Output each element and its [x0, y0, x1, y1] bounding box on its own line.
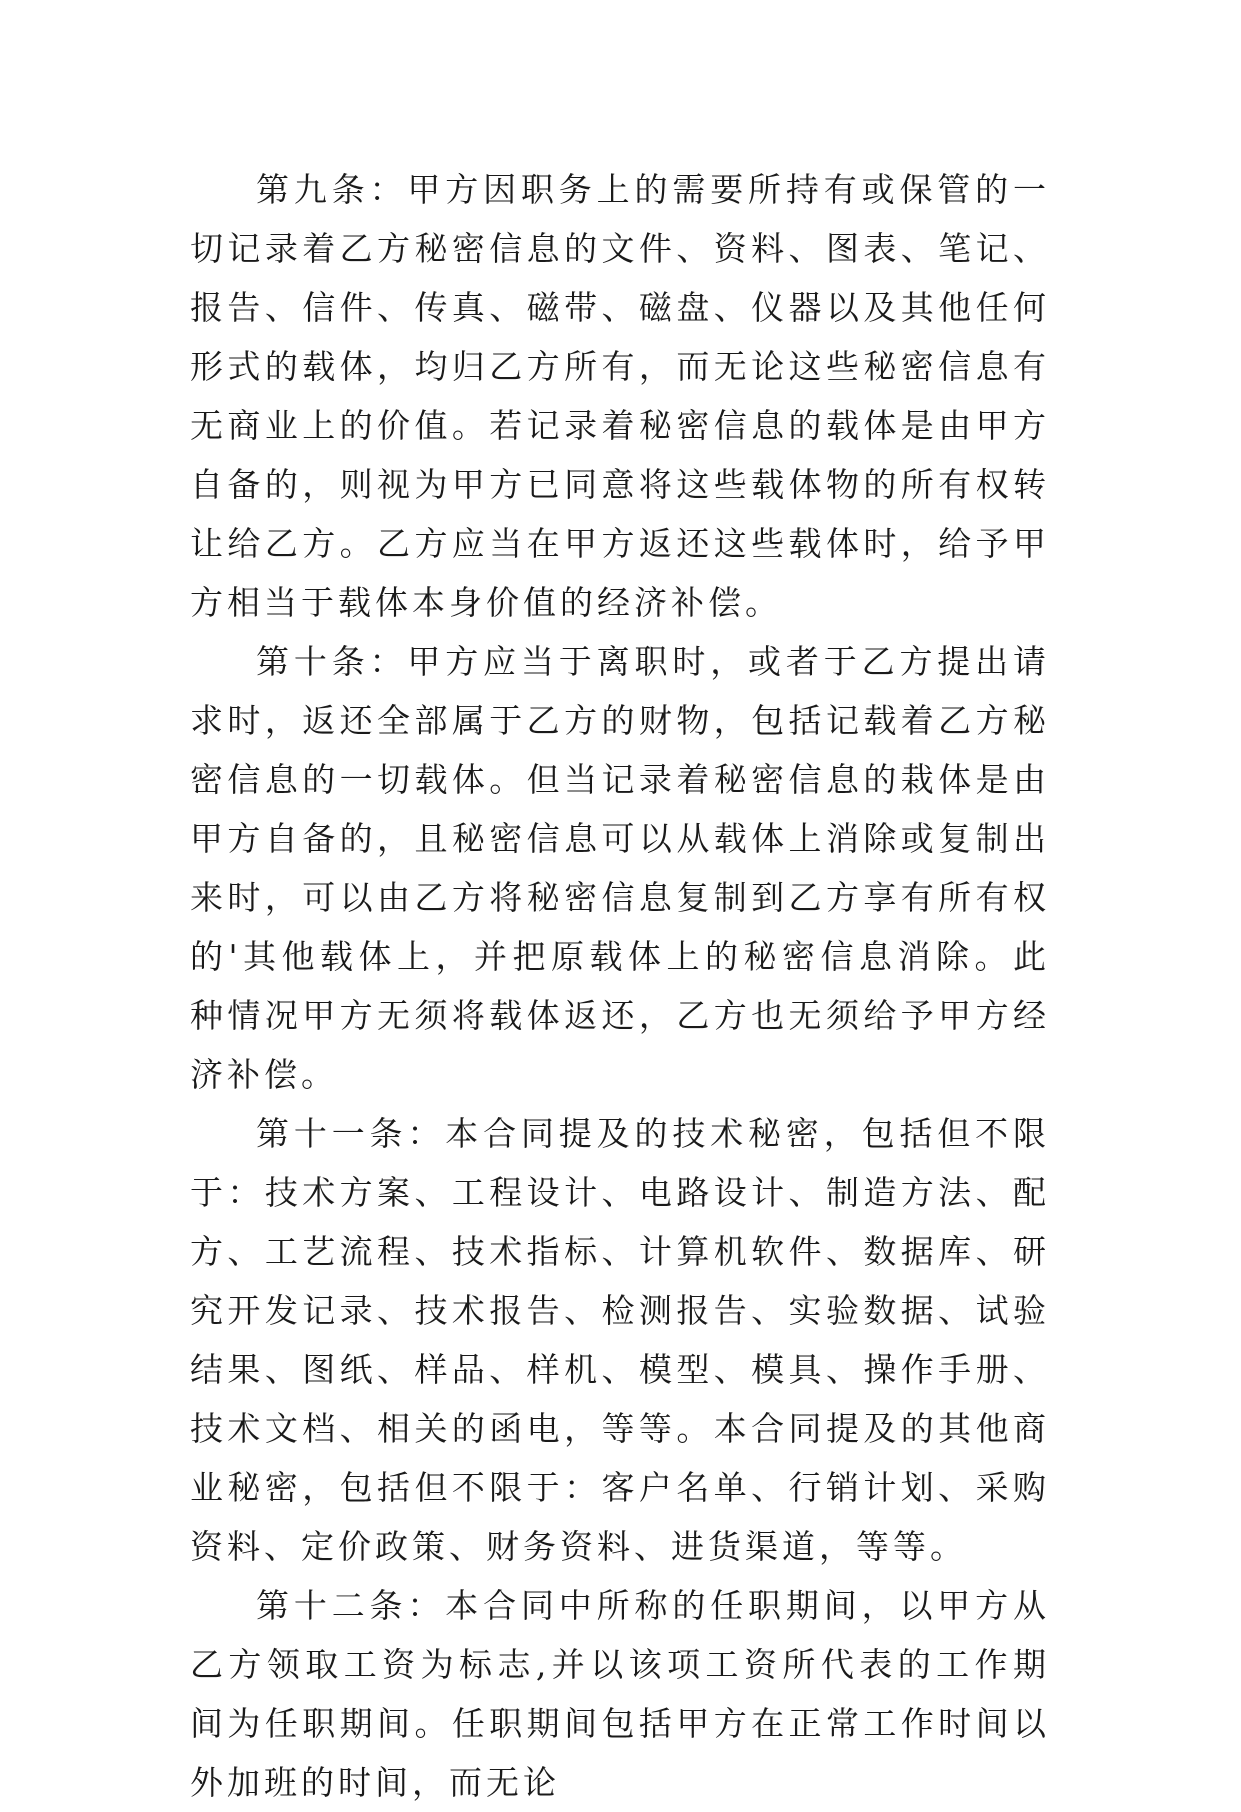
article-9-paragraph: 第九条：甲方因职务上的需要所持有或保管的一切记录着乙方秘密信息的文件、资料、图表、笔记、报告、信件、传真、磁带、磁盘、仪器以及其他任何形式的载体，均归乙方所有，而无论这些秘密信息有无商业上的价值。若记录着秘密信息的载体是由甲方自备的，则视为甲方已同意将这些载体物的所有权转让给乙方。乙方应当在甲方返还这些载体时，给予甲方相当于载体本身价值的经济补偿。	[190, 170, 1050, 622]
article-10-paragraph: 第十条：甲方应当于离职时，或者于乙方提出请求时，返还全部属于乙方的财物，包括记载着乙方秘密信息的一切载体。但当记录着秘密信息的栽体是由甲方自备的，且秘密信息可以从载体上消除或复制出来时，可以由乙方将秘密信息复制到乙方享有所有权的'其他载体上，并把原载体上的秘密信息消除。此种情况甲方无须将载体返还，乙方也无须给予甲方经济补偿。	[190, 642, 1050, 1094]
document-body	[190, 160, 1050, 1812]
article-11-paragraph: 第十一条：本合同提及的技术秘密，包括但不限于：技术方案、工程设计、电路设计、制造方法、配方、工艺流程、技术指标、计算机软件、数据库、研究开发记录、技术报告、检测报告、实验数据、试验结果、图纸、样品、样机、模型、模具、操作手册、技术文档、相关的函电，等等。本合同提及的其他商业秘密，包括但不限于：客户名单、行销计划、采购资料、定价政策、财务资料、进货渠道，等等。	[190, 1114, 1050, 1566]
article-12-paragraph: 第十二条：本合同中所称的任职期间，以甲方从乙方领取工资为标志,并以该项工资所代表的工作期间为任职期间。任职期间包括甲方在正常工作时间以外加班的时间，而无论	[190, 1586, 1050, 1802]
